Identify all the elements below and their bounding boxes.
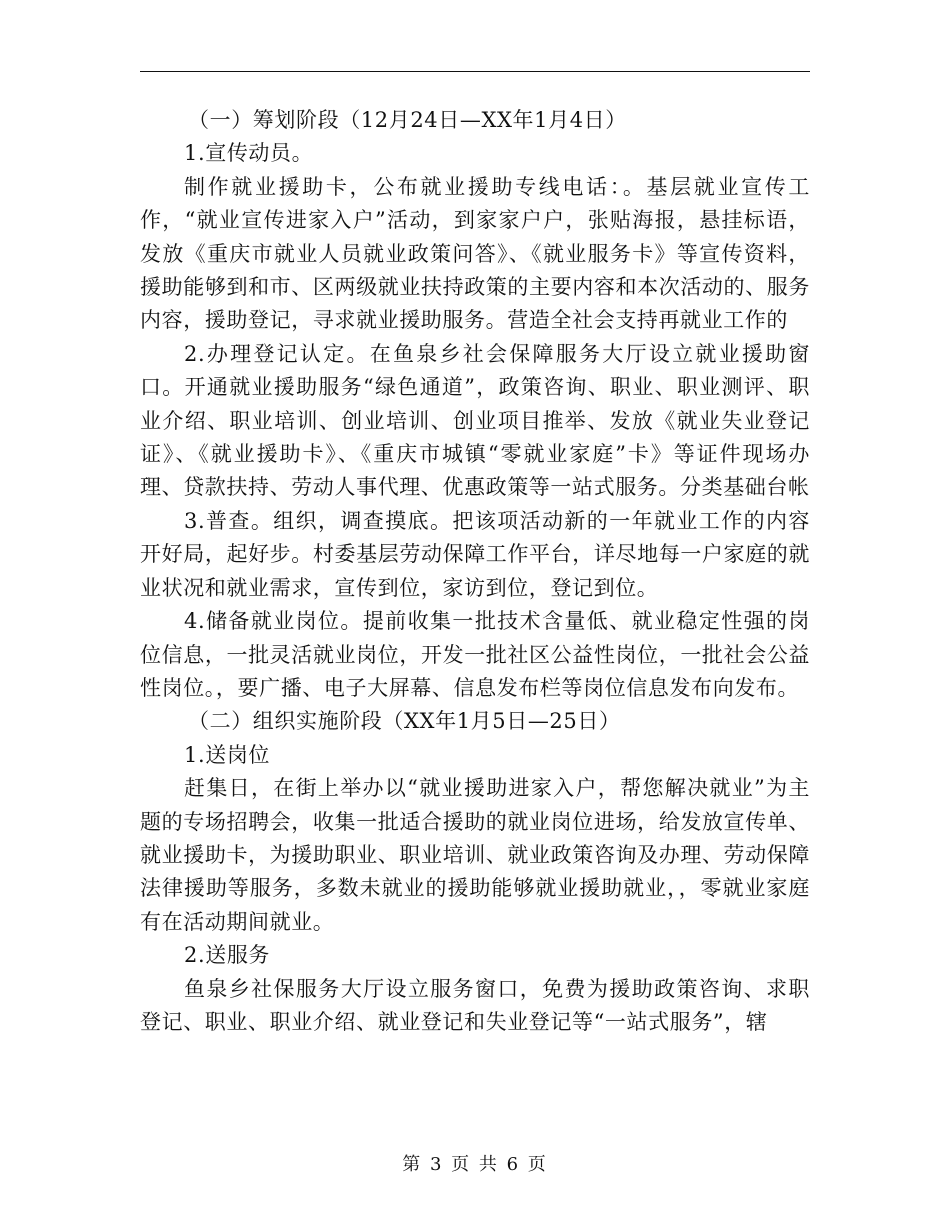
header-rule	[140, 71, 810, 72]
paragraph: 2.办理登记认定。在鱼泉乡社会保障服务大厅设立就业援助窗口。开通就业援助服务“绿色通道”，政策咨询、职业、职业测评、职业介绍、职业培训、创业培训、创业项目推举、发放《就业失业登记证》、《就业援助卡》、《重庆市城镇“零就业家庭”卡》等证件现场办理、贷款扶持、劳动人事代理、优惠政策等一站式服务。分类基础台帐	[140, 341, 810, 500]
paragraph: 制作就业援助卡，公布就业援助专线电话：。基层就业宣传工作，“就业宣传进家入户”活动，到家家户户，张贴海报，悬挂标语，发放《重庆市就业人员就业政策问答》、《就业服务卡》等宣传资料，援助能够到和市、区两级就业扶持政策的主要内容和本次活动的、服务内容，援助登记，寻求就业援助服务。营造全社会支持再就业工作的	[140, 174, 810, 333]
section-heading-planning: （一）筹划阶段（12月24日—XX年1月4日）	[188, 108, 627, 132]
paragraph: 4.储备就业岗位。提前收集一批技术含量低、就业稳定性强的岗位信息，一批灵活就业岗位，开发一批社区公益性岗位，一批社会公益性岗位。，要广播、电子大屏幕、信息发布栏等岗位信息发布向发布。	[140, 609, 810, 700]
section-heading-implementation: （二）组织实施阶段（XX年1月5日—25日）	[188, 709, 621, 734]
page-footer: 第 3 页 共 6 页	[402, 1154, 548, 1175]
paragraph: 1.宣传动员。	[184, 141, 314, 166]
paragraph: 1.送岗位	[184, 742, 271, 767]
paragraph: 赶集日，在街上举办以“就业援助进家入户，帮您解决就业”为主题的专场招聘会，收集一批适合援助的就业岗位进场，给发放宣传单、就业援助卡，为援助职业、职业培训、就业政策咨询及办理、劳动保障法律援助等服务，多数未就业的援助能够就业援助就业，，零就业家庭有在活动期间就业。	[140, 776, 810, 934]
paragraph: 鱼泉乡社保服务大厅设立服务窗口，免费为援助政策咨询、求职登记、职业、职业介绍、就业登记和失业登记等“一站式服务”，辖	[140, 976, 810, 1034]
paragraph: 3.普查。组织，调查摸底。把该项活动新的一年就业工作的内容开好局，起好步。村委基层劳动保障工作平台，详尽地每一户家庭的就业状况和就业需求，宣传到位，家访到位，登记到位。	[140, 508, 810, 600]
paragraph: 2.送服务	[184, 943, 271, 968]
document-body	[140, 104, 810, 1039]
